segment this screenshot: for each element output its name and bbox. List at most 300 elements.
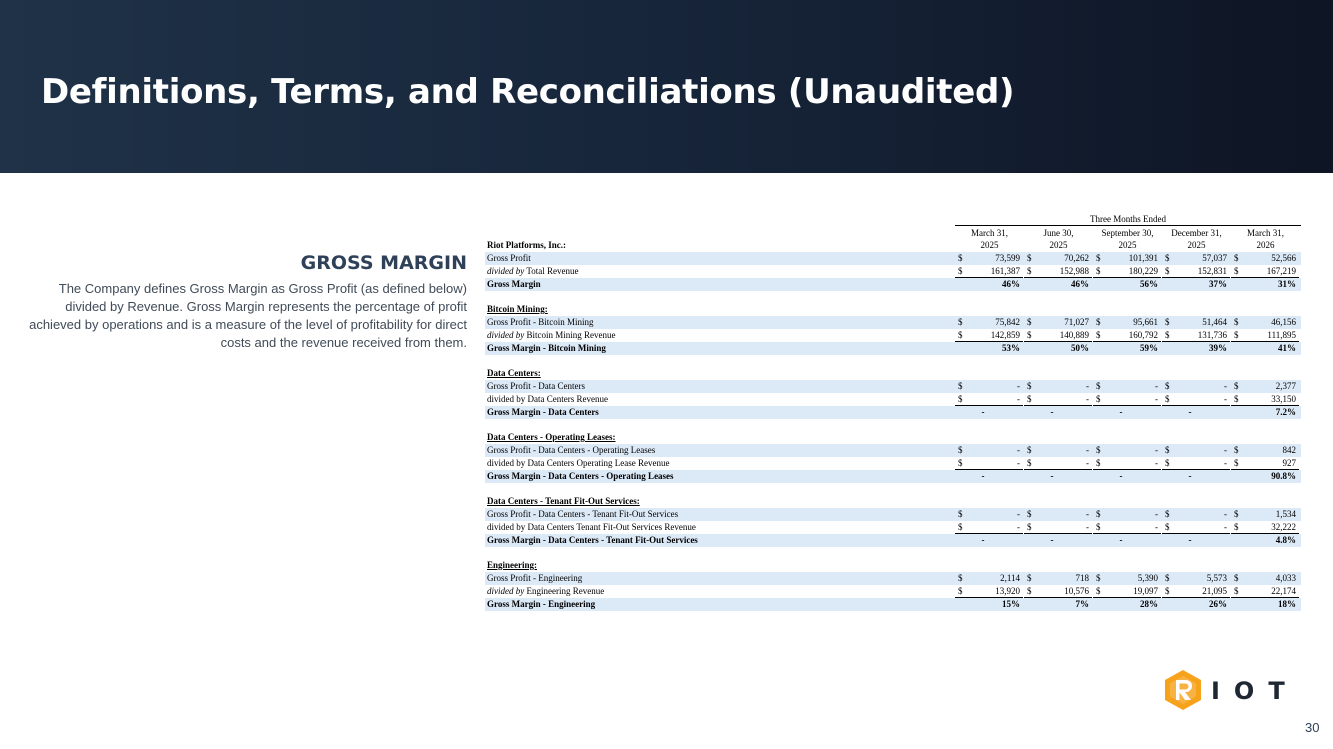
table-cell [1162,380,1230,393]
cell-value: - [1224,458,1227,468]
currency-symbol: $ [1234,394,1239,404]
cell-value: 167,219 [1266,266,1296,276]
column-month: September 30, [1101,228,1154,238]
currency-symbol: $ [1234,445,1239,455]
cell-value: 842 [1282,445,1296,455]
row-label: Gross Profit - Data Centers - Tenant Fit-Out Services [487,509,679,519]
cell-value: 90.8% [1271,471,1296,481]
table-cell [1093,585,1161,598]
cell-value: - [1224,445,1227,455]
table-cell [1162,316,1230,329]
table-row [485,534,1301,547]
table-cell [1024,380,1092,393]
table-cell [1162,393,1230,406]
cell-value: 59% [1140,343,1158,353]
currency-symbol: $ [1027,586,1032,596]
currency-symbol: $ [1165,445,1170,455]
cell-value: - [1017,522,1020,532]
row-label: Data Centers: [487,368,541,378]
currency-symbol: $ [958,394,963,404]
currency-symbol: $ [1096,381,1101,391]
cell-value: 131,736 [1197,330,1227,340]
row-label: Bitcoin Mining: [487,304,548,314]
cell-value: - [1224,394,1227,404]
currency-symbol: $ [1096,586,1101,596]
currency-symbol: $ [1096,394,1101,404]
spacer-row [485,355,1301,367]
currency-symbol: $ [958,509,963,519]
table-cell [1024,252,1092,265]
cell-value: 718 [1075,573,1089,583]
cell-value: - [1224,509,1227,519]
column-year: 2025 [1118,240,1137,250]
column-year: 2025 [1049,240,1068,250]
table-cell [955,265,1023,278]
table-cell [1162,598,1230,611]
cell-value: - [1188,471,1192,481]
table-cell [955,521,1023,534]
row-label: Gross Profit - Bitcoin Mining [487,317,594,327]
table-cell [1093,252,1161,265]
table-cell [1231,457,1299,470]
section-header-row [485,367,1301,380]
row-label: Data Centers - Tenant Fit-Out Services: [487,496,640,506]
definition-text: The Company defines Gross Margin as Gross Profit (as defined below) divided by Revenue. Gross Margin represents the percentage of profit achieved by operations and is a measure of the level of profitability for direct costs and the revenue received from them. [29,281,467,350]
column-header [1231,227,1300,251]
table-cell [955,572,1023,585]
table-cell [1231,508,1299,521]
table-cell [955,406,1023,419]
cell-value: 19,097 [1133,586,1158,596]
cell-value: - [1086,394,1089,404]
row-label: divided by Data Centers Tenant Fit-Out Services Revenue [487,522,696,532]
table-row [485,380,1301,393]
page-number: 30 [1305,720,1320,735]
table-cell [955,380,1023,393]
cell-value: - [1224,381,1227,391]
cell-value: - [1086,458,1089,468]
column-header [1162,227,1231,251]
currency-symbol: $ [958,445,963,455]
cell-value: 32,222 [1271,522,1296,532]
currency-symbol: $ [1165,266,1170,276]
cell-value: - [981,535,985,545]
cell-value: - [1155,458,1158,468]
table-cell [1024,316,1092,329]
section-heading: GROSS MARGIN [300,252,467,274]
spacer-row [485,419,1301,431]
currency-symbol: $ [1096,330,1101,340]
cell-value: 142,859 [990,330,1020,340]
cell-value: 39% [1209,343,1227,353]
table-cell [1162,444,1230,457]
currency-symbol: $ [1234,381,1239,391]
section-header-row [485,431,1301,444]
cell-value: - [1050,407,1054,417]
currency-symbol: $ [1027,445,1032,455]
table-cell [1162,265,1230,278]
cell-value: - [1155,394,1158,404]
table-cell [1162,406,1230,419]
cell-value: 46% [1002,279,1020,289]
table-cell [1231,598,1299,611]
currency-symbol: $ [1027,394,1032,404]
cell-value: 71,027 [1064,317,1089,327]
cell-value: - [1188,407,1192,417]
column-year: 2025 [980,240,999,250]
spacer-row [485,291,1301,303]
row-label-text: Bitcoin Mining Revenue [524,330,616,340]
table-cell [1162,252,1230,265]
table-cell [955,598,1023,611]
cell-value: - [981,407,985,417]
row-label: Gross Margin - Bitcoin Mining [487,343,606,353]
table-cell [1231,406,1299,419]
row-label: Gross Profit - Data Centers - Operating Leases [487,445,656,455]
cell-value: - [1017,445,1020,455]
cell-value: 28% [1140,599,1158,609]
currency-symbol: $ [1234,586,1239,596]
row-label: Gross Margin [487,279,541,289]
gross-margin-table [485,214,1301,611]
cell-value: 51,464 [1202,317,1227,327]
table-cell [1093,316,1161,329]
table-cell [1093,265,1161,278]
currency-symbol: $ [1234,522,1239,532]
cell-value: - [1017,458,1020,468]
currency-symbol: $ [1165,586,1170,596]
column-month: June 30, [1043,228,1074,238]
table-cell [955,444,1023,457]
table-cell [1093,521,1161,534]
table-cell [1093,406,1161,419]
cell-value: - [1086,522,1089,532]
table-cell [1024,457,1092,470]
cell-value: 21,095 [1202,586,1227,596]
cell-value: 46,156 [1271,317,1296,327]
currency-symbol: $ [1027,381,1032,391]
column-month: March 31, [1247,228,1284,238]
currency-symbol: $ [1165,573,1170,583]
table-cell [1162,508,1230,521]
table-cell [1024,342,1092,355]
table-cell [1231,252,1299,265]
currency-symbol: $ [1165,381,1170,391]
column-header [955,227,1024,251]
row-label: Gross Margin - Data Centers - Tenant Fit-Out Services [487,535,698,545]
cell-value: - [981,471,985,481]
cell-value: 140,889 [1059,330,1089,340]
table-cell [1162,585,1230,598]
currency-symbol: $ [1234,317,1239,327]
table-cell [1093,329,1161,342]
table-cell [1093,508,1161,521]
cell-value: 111,895 [1267,330,1296,340]
currency-symbol: $ [1027,458,1032,468]
table-row [485,406,1301,419]
row-label: Engineering: [487,560,538,570]
table-cell [1024,585,1092,598]
row-label-prefix: divided by [487,330,525,340]
row-label-text: Engineering Revenue [524,586,605,596]
table-cell [1231,316,1299,329]
table-cell [1024,278,1092,291]
cell-value: - [1119,535,1123,545]
table-cell [955,470,1023,483]
table-cell [1231,585,1299,598]
table-cell [1093,598,1161,611]
currency-symbol: $ [1165,253,1170,263]
currency-symbol: $ [958,458,963,468]
table-cell [1231,444,1299,457]
table-cell [1093,380,1161,393]
table-cell [955,316,1023,329]
table-cell [955,585,1023,598]
cell-value: - [1017,509,1020,519]
period-header-rule [955,225,1301,226]
cell-value: 57,037 [1202,253,1227,263]
currency-symbol: $ [1165,317,1170,327]
table-cell [955,342,1023,355]
cell-value: 101,391 [1128,253,1158,263]
cell-value: 2,377 [1275,381,1296,391]
table-cell [1093,457,1161,470]
table-cell [1024,470,1092,483]
row-label: Gross Profit - Engineering [487,573,583,583]
riot-logo [1162,669,1204,716]
currency-symbol: $ [1096,509,1101,519]
table-cell [955,457,1023,470]
table-cell [1093,278,1161,291]
table-cell [1093,393,1161,406]
cell-value: 70,262 [1064,253,1089,263]
table-cell [1024,598,1092,611]
currency-symbol: $ [1027,522,1032,532]
cell-value: 18% [1278,599,1296,609]
currency-symbol: $ [1165,330,1170,340]
currency-symbol: $ [1234,266,1239,276]
table-cell [1231,265,1299,278]
table-row [485,572,1301,585]
cell-value: 7.2% [1275,407,1296,417]
currency-symbol: $ [1027,317,1032,327]
currency-symbol: $ [1027,266,1032,276]
table-cell [1162,278,1230,291]
cell-value: - [1155,445,1158,455]
cell-value: - [1155,509,1158,519]
gross-margin-definition [20,252,467,352]
currency-symbol: $ [1027,509,1032,519]
table-cell [1162,329,1230,342]
riot-logo-text: IOT [1211,677,1299,705]
table-row [485,521,1301,534]
company-label: Riot Platforms, Inc.: [487,240,566,250]
cell-value: 152,988 [1059,266,1089,276]
cell-value: - [1188,535,1192,545]
table-row [485,316,1301,329]
currency-symbol: $ [1165,458,1170,468]
spacer-row [485,547,1301,559]
row-label: Gross Profit [487,253,531,263]
table-cell [1024,265,1092,278]
table-cell [1231,572,1299,585]
table-cell [1024,444,1092,457]
currency-symbol: $ [958,266,963,276]
table-cell [955,278,1023,291]
cell-value: 53% [1002,343,1020,353]
row-label [487,265,578,278]
table-row [485,457,1301,470]
table-row [485,470,1301,483]
currency-symbol: $ [958,253,963,263]
row-label [487,585,604,598]
table-row [485,444,1301,457]
cell-value: 180,229 [1128,266,1158,276]
table-cell [1024,572,1092,585]
table-cell [1231,470,1299,483]
row-label-prefix: divided by [487,266,525,276]
table-cell [955,534,1023,547]
cell-value: 41% [1278,343,1296,353]
currency-symbol: $ [1234,253,1239,263]
currency-symbol: $ [958,522,963,532]
table-cell [955,252,1023,265]
table-cell [1162,457,1230,470]
cell-value: 152,831 [1197,266,1227,276]
column-year: 2025 [1187,240,1206,250]
currency-symbol: $ [958,330,963,340]
cell-value: 10,576 [1064,586,1089,596]
table-row [485,508,1301,521]
row-label: Gross Margin - Engineering [487,599,596,609]
column-month: March 31, [971,228,1008,238]
cell-value: 160,792 [1128,330,1158,340]
table-cell [1231,342,1299,355]
cell-value: - [1119,471,1123,481]
cell-value: - [1155,522,1158,532]
table-header [485,214,1301,252]
cell-value: - [1155,381,1158,391]
row-label: Data Centers - Operating Leases: [487,432,616,442]
table-cell [955,393,1023,406]
cell-value: - [1050,535,1054,545]
cell-value: 26% [1209,599,1227,609]
cell-value: 31% [1278,279,1296,289]
cell-value: 5,573 [1206,573,1227,583]
currency-symbol: $ [1096,573,1101,583]
row-label: Gross Profit - Data Centers [487,381,585,391]
cell-value: 50% [1071,343,1089,353]
row-label: Gross Margin - Data Centers - Operating Leases [487,471,674,481]
currency-symbol: $ [1234,573,1239,583]
table-row [485,393,1301,406]
cell-value: 52,566 [1271,253,1296,263]
cell-value: - [1086,381,1089,391]
table-cell [1093,444,1161,457]
cell-value: 56% [1140,279,1158,289]
table-cell [1093,534,1161,547]
currency-symbol: $ [1096,266,1101,276]
currency-symbol: $ [1096,458,1101,468]
table-cell [1231,329,1299,342]
table-row [485,342,1301,355]
row-label: Gross Margin - Data Centers [487,407,599,417]
cell-value: - [1017,381,1020,391]
currency-symbol: $ [1096,253,1101,263]
table-cell [1024,521,1092,534]
currency-symbol: $ [958,573,963,583]
table-cell [1231,380,1299,393]
table-row [485,278,1301,291]
currency-symbol: $ [1096,445,1101,455]
currency-symbol: $ [958,586,963,596]
table-cell [1024,393,1092,406]
currency-symbol: $ [1165,522,1170,532]
table-cell [1162,342,1230,355]
period-header: Three Months Ended [1090,214,1166,224]
table-row [485,585,1301,598]
column-header [1093,227,1162,251]
currency-symbol: $ [1027,330,1032,340]
table-cell [1162,534,1230,547]
table-cell [1093,572,1161,585]
table-row [485,252,1301,265]
currency-symbol: $ [1096,317,1101,327]
currency-symbol: $ [958,317,963,327]
cell-value: - [1050,471,1054,481]
cell-value: 46% [1071,279,1089,289]
cell-value: - [1086,509,1089,519]
row-label: divided by Data Centers Operating Lease Revenue [487,458,670,468]
cell-value: 7% [1075,599,1089,609]
cell-value: 5,390 [1137,573,1158,583]
cell-value: 73,599 [995,253,1020,263]
table-cell [955,329,1023,342]
table-cell [1231,393,1299,406]
table-cell [1162,572,1230,585]
currency-symbol: $ [1234,330,1239,340]
table-cell [955,508,1023,521]
row-label [487,329,616,342]
table-cell [1024,406,1092,419]
column-header [1024,227,1093,251]
cell-value: 33,150 [1271,394,1296,404]
table-row [485,598,1301,611]
table-cell [1231,278,1299,291]
spacer-row [485,483,1301,495]
row-label-prefix: divided by [487,586,525,596]
table-cell [1024,508,1092,521]
cell-value: 95,661 [1133,317,1158,327]
table-cell [1162,521,1230,534]
column-month: December 31, [1171,228,1222,238]
currency-symbol: $ [958,381,963,391]
cell-value: 1,534 [1275,509,1296,519]
currency-symbol: $ [1234,458,1239,468]
cell-value: 13,920 [995,586,1020,596]
cell-value: 2,114 [1000,573,1020,583]
table-cell [1162,470,1230,483]
cell-value: 15% [1002,599,1020,609]
page-title: Definitions, Terms, and Reconciliations (Unaudited) [41,72,1015,112]
cell-value: 161,387 [990,266,1020,276]
currency-symbol: $ [1027,573,1032,583]
cell-value: 4,033 [1275,573,1296,583]
cell-value: 22,174 [1271,586,1296,596]
cell-value: - [1119,407,1123,417]
table-row [485,265,1301,278]
section-header-row [485,559,1301,572]
